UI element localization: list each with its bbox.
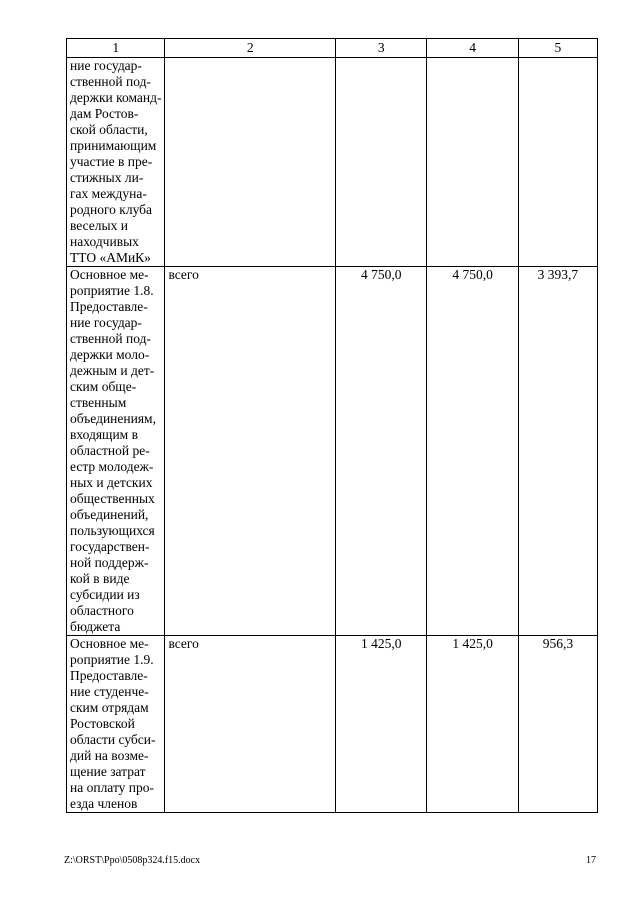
table-row — [67, 267, 598, 636]
description-line: естр молодеж- — [70, 459, 154, 474]
row-value-col3 — [336, 58, 427, 267]
description-line: Основное ме- — [70, 636, 149, 651]
description-line: объединений, — [70, 507, 149, 522]
row-funding-source — [165, 58, 336, 267]
description-line: Ростовской — [70, 716, 135, 731]
description-line: ной поддерж- — [70, 555, 149, 570]
header-col-3: 3 — [336, 39, 427, 58]
row-value-col5 — [518, 58, 597, 267]
description-line: ственной под- — [70, 74, 151, 89]
description-line: держки команд- — [70, 90, 162, 105]
header-col-1: 1 — [67, 39, 165, 58]
description-line: веселых и — [70, 218, 128, 233]
description-line: родного клуба — [70, 202, 153, 217]
description-line: входящим в — [70, 427, 138, 442]
description-line: участие в пре- — [70, 154, 153, 169]
description-line: ственной под- — [70, 331, 151, 346]
footer-file-path: Z:\ORST\Ppo\0508p324.f15.docx — [64, 855, 201, 866]
row-value-col3: 1 425,0 — [336, 636, 427, 813]
row-value-col5: 3 393,7 — [518, 267, 597, 636]
header-col-5: 5 — [518, 39, 597, 58]
header-col-4: 4 — [427, 39, 518, 58]
description-line: Предоставле- — [70, 668, 148, 683]
description-line: ние государ- — [70, 315, 142, 330]
description-line: щение затрат — [70, 764, 146, 779]
description-line: стижных ли- — [70, 170, 144, 185]
description-line: кой в виде — [70, 571, 130, 586]
table-header-row — [67, 39, 598, 58]
description-line: ским обще- — [70, 379, 137, 394]
description-line: ных и детских — [70, 475, 153, 490]
description-line: Предоставле- — [70, 299, 148, 314]
description-line: ние студенче- — [70, 684, 149, 699]
description-line: Основное ме- — [70, 267, 149, 282]
description-line: ственным — [70, 395, 127, 410]
description-line: на оплату про- — [70, 780, 155, 795]
description-line: ние государ- — [70, 58, 142, 73]
description-line: ской области, — [70, 122, 148, 137]
description-line: субсидии из — [70, 587, 140, 602]
description-line: находчивых — [70, 234, 139, 249]
row-description — [67, 58, 165, 267]
description-line: роприятие 1.8. — [70, 283, 154, 298]
description-line: пользующихся — [70, 523, 155, 538]
row-funding-source: всего — [165, 636, 336, 813]
description-line: бюджета — [70, 619, 121, 634]
row-description — [67, 636, 165, 813]
row-description — [67, 267, 165, 636]
description-line: государствен- — [70, 539, 150, 554]
description-line: дежным и дет- — [70, 363, 155, 378]
description-line: роприятие 1.9. — [70, 652, 154, 667]
description-line: держки моло- — [70, 347, 150, 362]
description-line: общественных — [70, 491, 155, 506]
description-line: принимающим — [70, 138, 157, 153]
header-col-2: 2 — [165, 39, 336, 58]
row-value-col5: 956,3 — [518, 636, 597, 813]
description-line: областного — [70, 603, 134, 618]
description-line: дам Ростов- — [70, 106, 139, 121]
description-line: дий на возме- — [70, 748, 149, 763]
footer-page-number: 17 — [586, 855, 596, 866]
budget-table — [66, 38, 598, 813]
description-line: ТТО «АМиК» — [70, 250, 151, 265]
row-value-col4: 1 425,0 — [427, 636, 518, 813]
description-line: езда членов — [70, 796, 138, 811]
table-row — [67, 58, 598, 267]
row-value-col4: 4 750,0 — [427, 267, 518, 636]
row-value-col4 — [427, 58, 518, 267]
table-row — [67, 636, 598, 813]
row-value-col3: 4 750,0 — [336, 267, 427, 636]
row-funding-source: всего — [165, 267, 336, 636]
description-line: области субси- — [70, 732, 156, 747]
description-line: областной ре- — [70, 443, 150, 458]
description-line: объединениям, — [70, 411, 156, 426]
table-body — [67, 58, 598, 813]
description-line: гах междуна- — [70, 186, 147, 201]
description-line: ским отрядам — [70, 700, 149, 715]
